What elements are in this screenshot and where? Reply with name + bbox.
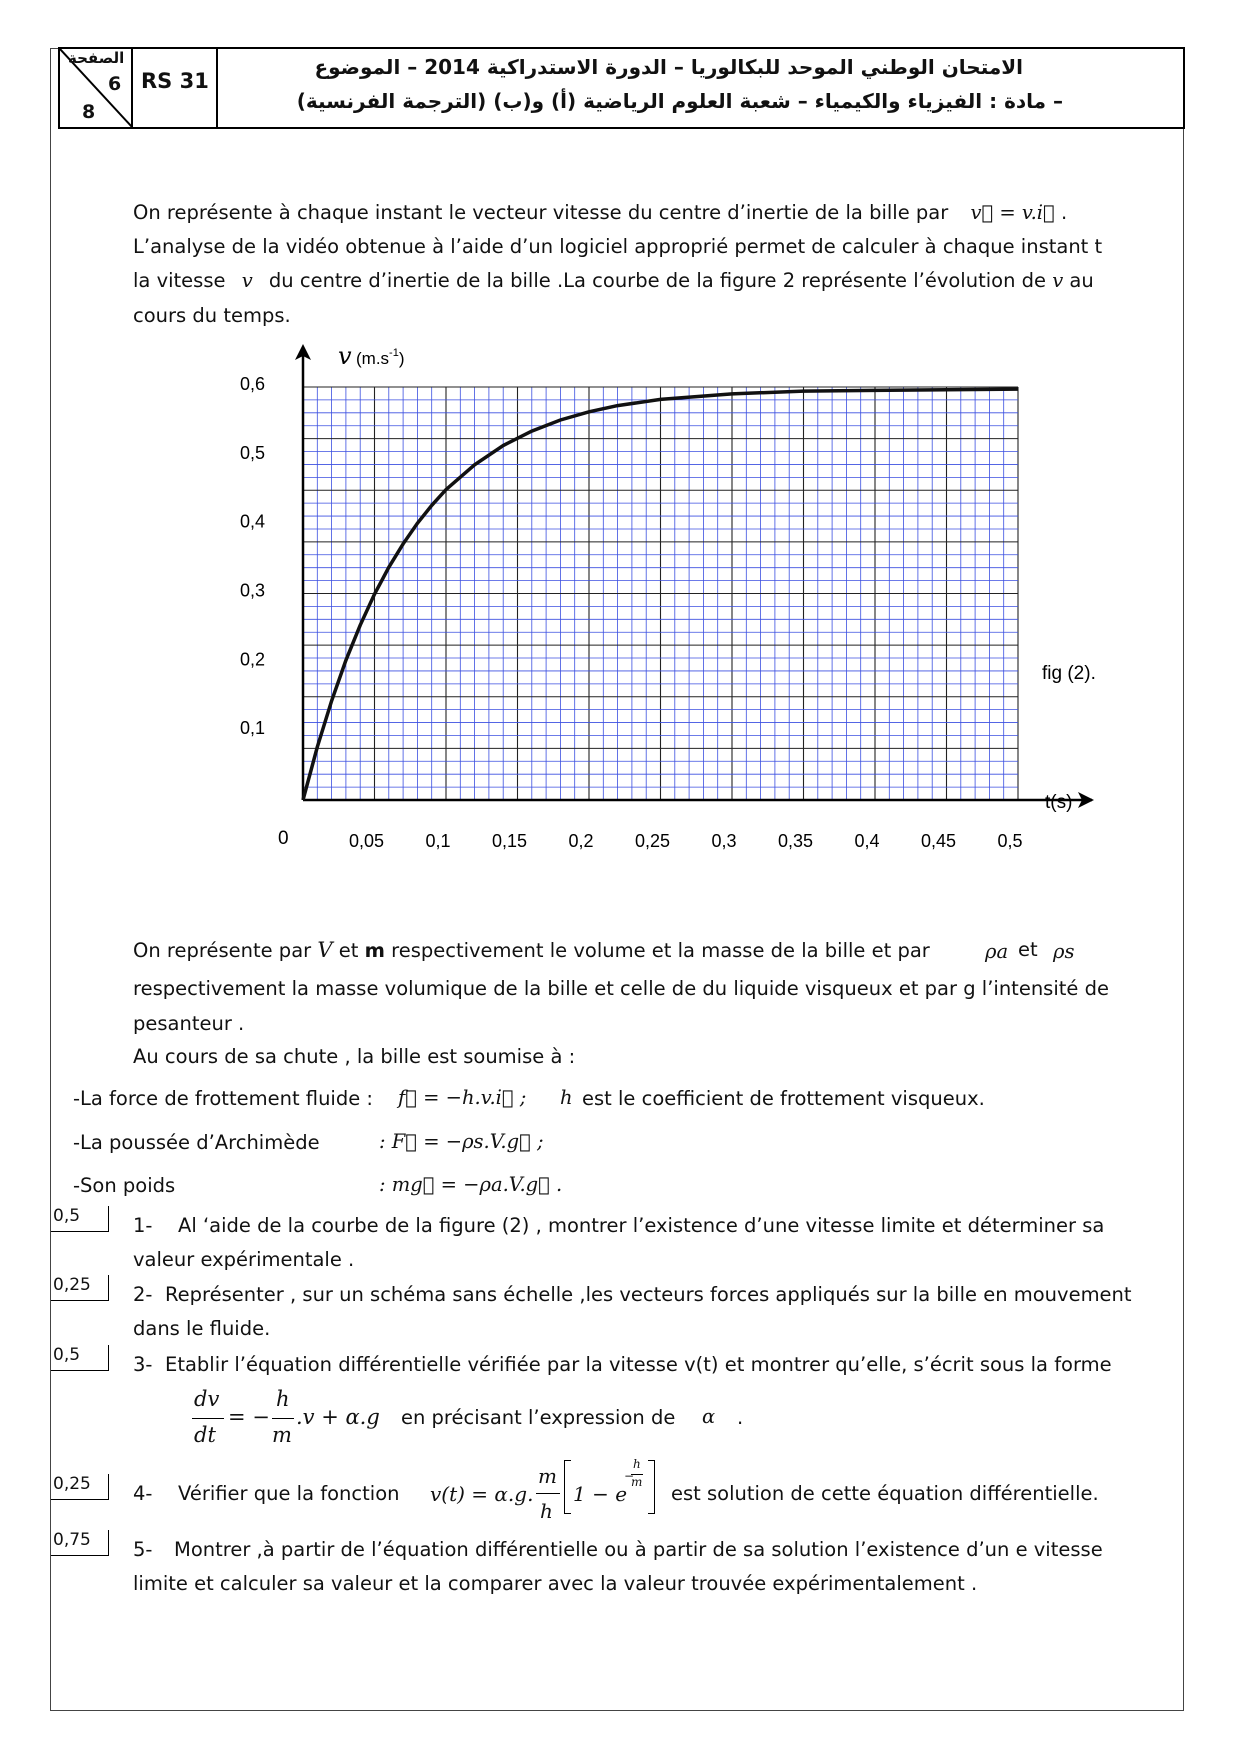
y-tick-label: 0,3 [240, 580, 266, 601]
x-tick-label: 0,15 [491, 831, 528, 851]
q3-line2: en précisant l’expression de [401, 1406, 676, 1429]
force-archimedes-eq: : F⃗ = −ρs.V.g⃗ ; [379, 1130, 544, 1153]
q4-num: 4- [133, 1482, 153, 1505]
intro-line-4: cours du temps. [133, 304, 291, 327]
q1-line2: valeur expérimentale . [133, 1248, 355, 1271]
exam-title-box [216, 47, 1185, 129]
q1-num: 1- [133, 1214, 153, 1237]
y-axis-symbol: v [338, 342, 352, 370]
y-tick-label: 0,1 [240, 718, 266, 739]
q4-solution-function: v(t) = α.g. m h 1 − e − h m [430, 1455, 660, 1535]
x-tick-label: 0,5 [997, 831, 1023, 851]
q3-alpha: α [702, 1405, 716, 1428]
force-friction-desc: est le coefficient de frottement visqueux. [582, 1087, 985, 1110]
page-total: 8 [82, 101, 96, 123]
y-axis-unit: $(m.s^{-1})$ [356, 347, 405, 368]
q5-line1: Montrer ,à partir de l’équation différentielle ou à partir de sa solution l’existence d’un e vitesse [174, 1538, 1103, 1561]
body-line-3: pesanteur . [133, 1012, 245, 1035]
x-tick-label: 0,45 [920, 831, 957, 851]
rho-et: et [1018, 938, 1038, 961]
points-q4: 0,25 [51, 1474, 109, 1500]
force-archimedes-label: -La poussée d’Archimède [73, 1131, 320, 1154]
x-tick-label: 0,2 [568, 831, 594, 851]
chart-axes [295, 344, 1094, 808]
exam-title-line2: – مادة : الفيزياء والكيمياء – شعبة العلوم الرياضية (أ) و(ب) (الترجمة الفرنسية) [296, 89, 1063, 113]
q4-left-bracket [564, 1460, 571, 1514]
velocity-time-chart [0, 330, 1240, 890]
x-tick-label: 0,35 [777, 831, 814, 851]
q1-line1: Al ‘aide de la courbe de la figure (2) , montrer l’existence d’une vitesse limite et déterminer sa [178, 1214, 1105, 1237]
q4-line1b: est solution de cette équation différentielle. [671, 1482, 1099, 1505]
force-friction-label: -La force de frottement fluide : [73, 1087, 373, 1110]
q5-line2: limite et calculer sa valeur et la comparer avec la valeur trouvée expérimentalement . [133, 1572, 978, 1595]
q4-fraction-bar [536, 1493, 560, 1494]
q3-num: 3- [133, 1353, 153, 1376]
points-q3: 0,5 [51, 1345, 109, 1371]
x-tick-label: 0,25 [634, 831, 671, 851]
points-q5: 0,75 [51, 1530, 109, 1556]
q2-num: 2- [133, 1283, 153, 1306]
x-tick-label: 0,1 [425, 831, 451, 851]
force-weight-label: -Son poids [73, 1174, 176, 1197]
y-tick-label: 0,5 [240, 442, 266, 463]
chart-grid [303, 387, 1018, 800]
page-number-box [58, 47, 134, 129]
points-q1: 0,5 [51, 1206, 109, 1232]
intro-line-1: On représente à chaque instant le vecteur vitesse du centre d’inertie de la bille par v⃗ = v.i⃗ . [133, 201, 1068, 224]
q3-line1: Etablir l’équation différentielle vérifiée par la vitesse v(t) et montrer qu’elle, s’écrit sous la forme [165, 1353, 1112, 1376]
x-tick-label: 0,4 [854, 831, 880, 851]
q4-right-bracket [648, 1460, 655, 1514]
q5-num: 5- [133, 1538, 153, 1561]
q4-line1a: Vérifier que la fonction [178, 1482, 400, 1505]
body-line-4: Au cours de sa chute , la bille est soumise à : [133, 1045, 576, 1068]
origin-label: 0 [278, 828, 289, 849]
figure-caption: fig (2). [1042, 663, 1096, 684]
x-tick-label: 0,3 [711, 831, 737, 851]
x-tick-label: 0,05 [348, 831, 385, 851]
y-tick-label: 0,4 [240, 511, 266, 532]
y-tick-label: 0,2 [240, 649, 266, 670]
exam-title-line1: الامتحان الوطني الموحد للبكالوريا – الدورة الاستدراكية 2014 – الموضوع [314, 55, 1023, 79]
q2-line2: dans le fluide. [133, 1317, 271, 1340]
q3-differential-equation: dv dt = − h m .v + α.g [194, 1387, 380, 1447]
velocity-vector-eq: v⃗ = v.i⃗ [970, 201, 1055, 224]
rho-a: ρa [985, 940, 1009, 963]
page-label: الصفحة [68, 49, 125, 67]
force-friction-eq: f⃗ = −h.v.i⃗ ; [398, 1086, 527, 1109]
y-tick-label: 0,6 [240, 374, 266, 394]
q3-fraction-bar-1 [192, 1418, 224, 1419]
force-weight-eq: : mg⃗ = −ρa.V.g⃗ . [379, 1173, 563, 1196]
subject-code-box [131, 47, 219, 129]
page-number: 6 [108, 73, 122, 95]
body-line-2: respectivement la masse volumique de la bille et celle de du liquide visqueux et par g l’intensité de [133, 977, 1109, 1000]
rho-s: ρs [1053, 940, 1075, 963]
q2-line1: Représenter , sur un schéma sans échelle ,les vecteurs forces appliqués sur la bille en mouvement [165, 1283, 1132, 1306]
points-q2: 0,25 [51, 1275, 109, 1301]
intro-line-3: la vitesse v du centre d’inertie de la bille .La courbe de la figure 2 représente l’évolution de v au [133, 269, 1094, 292]
intro-line-2: L’analyse de la vidéo obtenue à l’aide d’un logiciel approprié permet de calculer à chaque instant t [133, 235, 1103, 258]
body-line-1: On représente par V et m respectivement le volume et la masse de la bille et par [133, 938, 930, 962]
subject-code: RS 31 [141, 69, 209, 93]
x-axis-label: t(s) [1045, 792, 1073, 813]
q3-end: . [737, 1406, 744, 1429]
chart-tick-labels [240, 374, 1023, 851]
q3-fraction-bar-2 [272, 1418, 294, 1419]
friction-coef-symbol: h [560, 1086, 573, 1109]
